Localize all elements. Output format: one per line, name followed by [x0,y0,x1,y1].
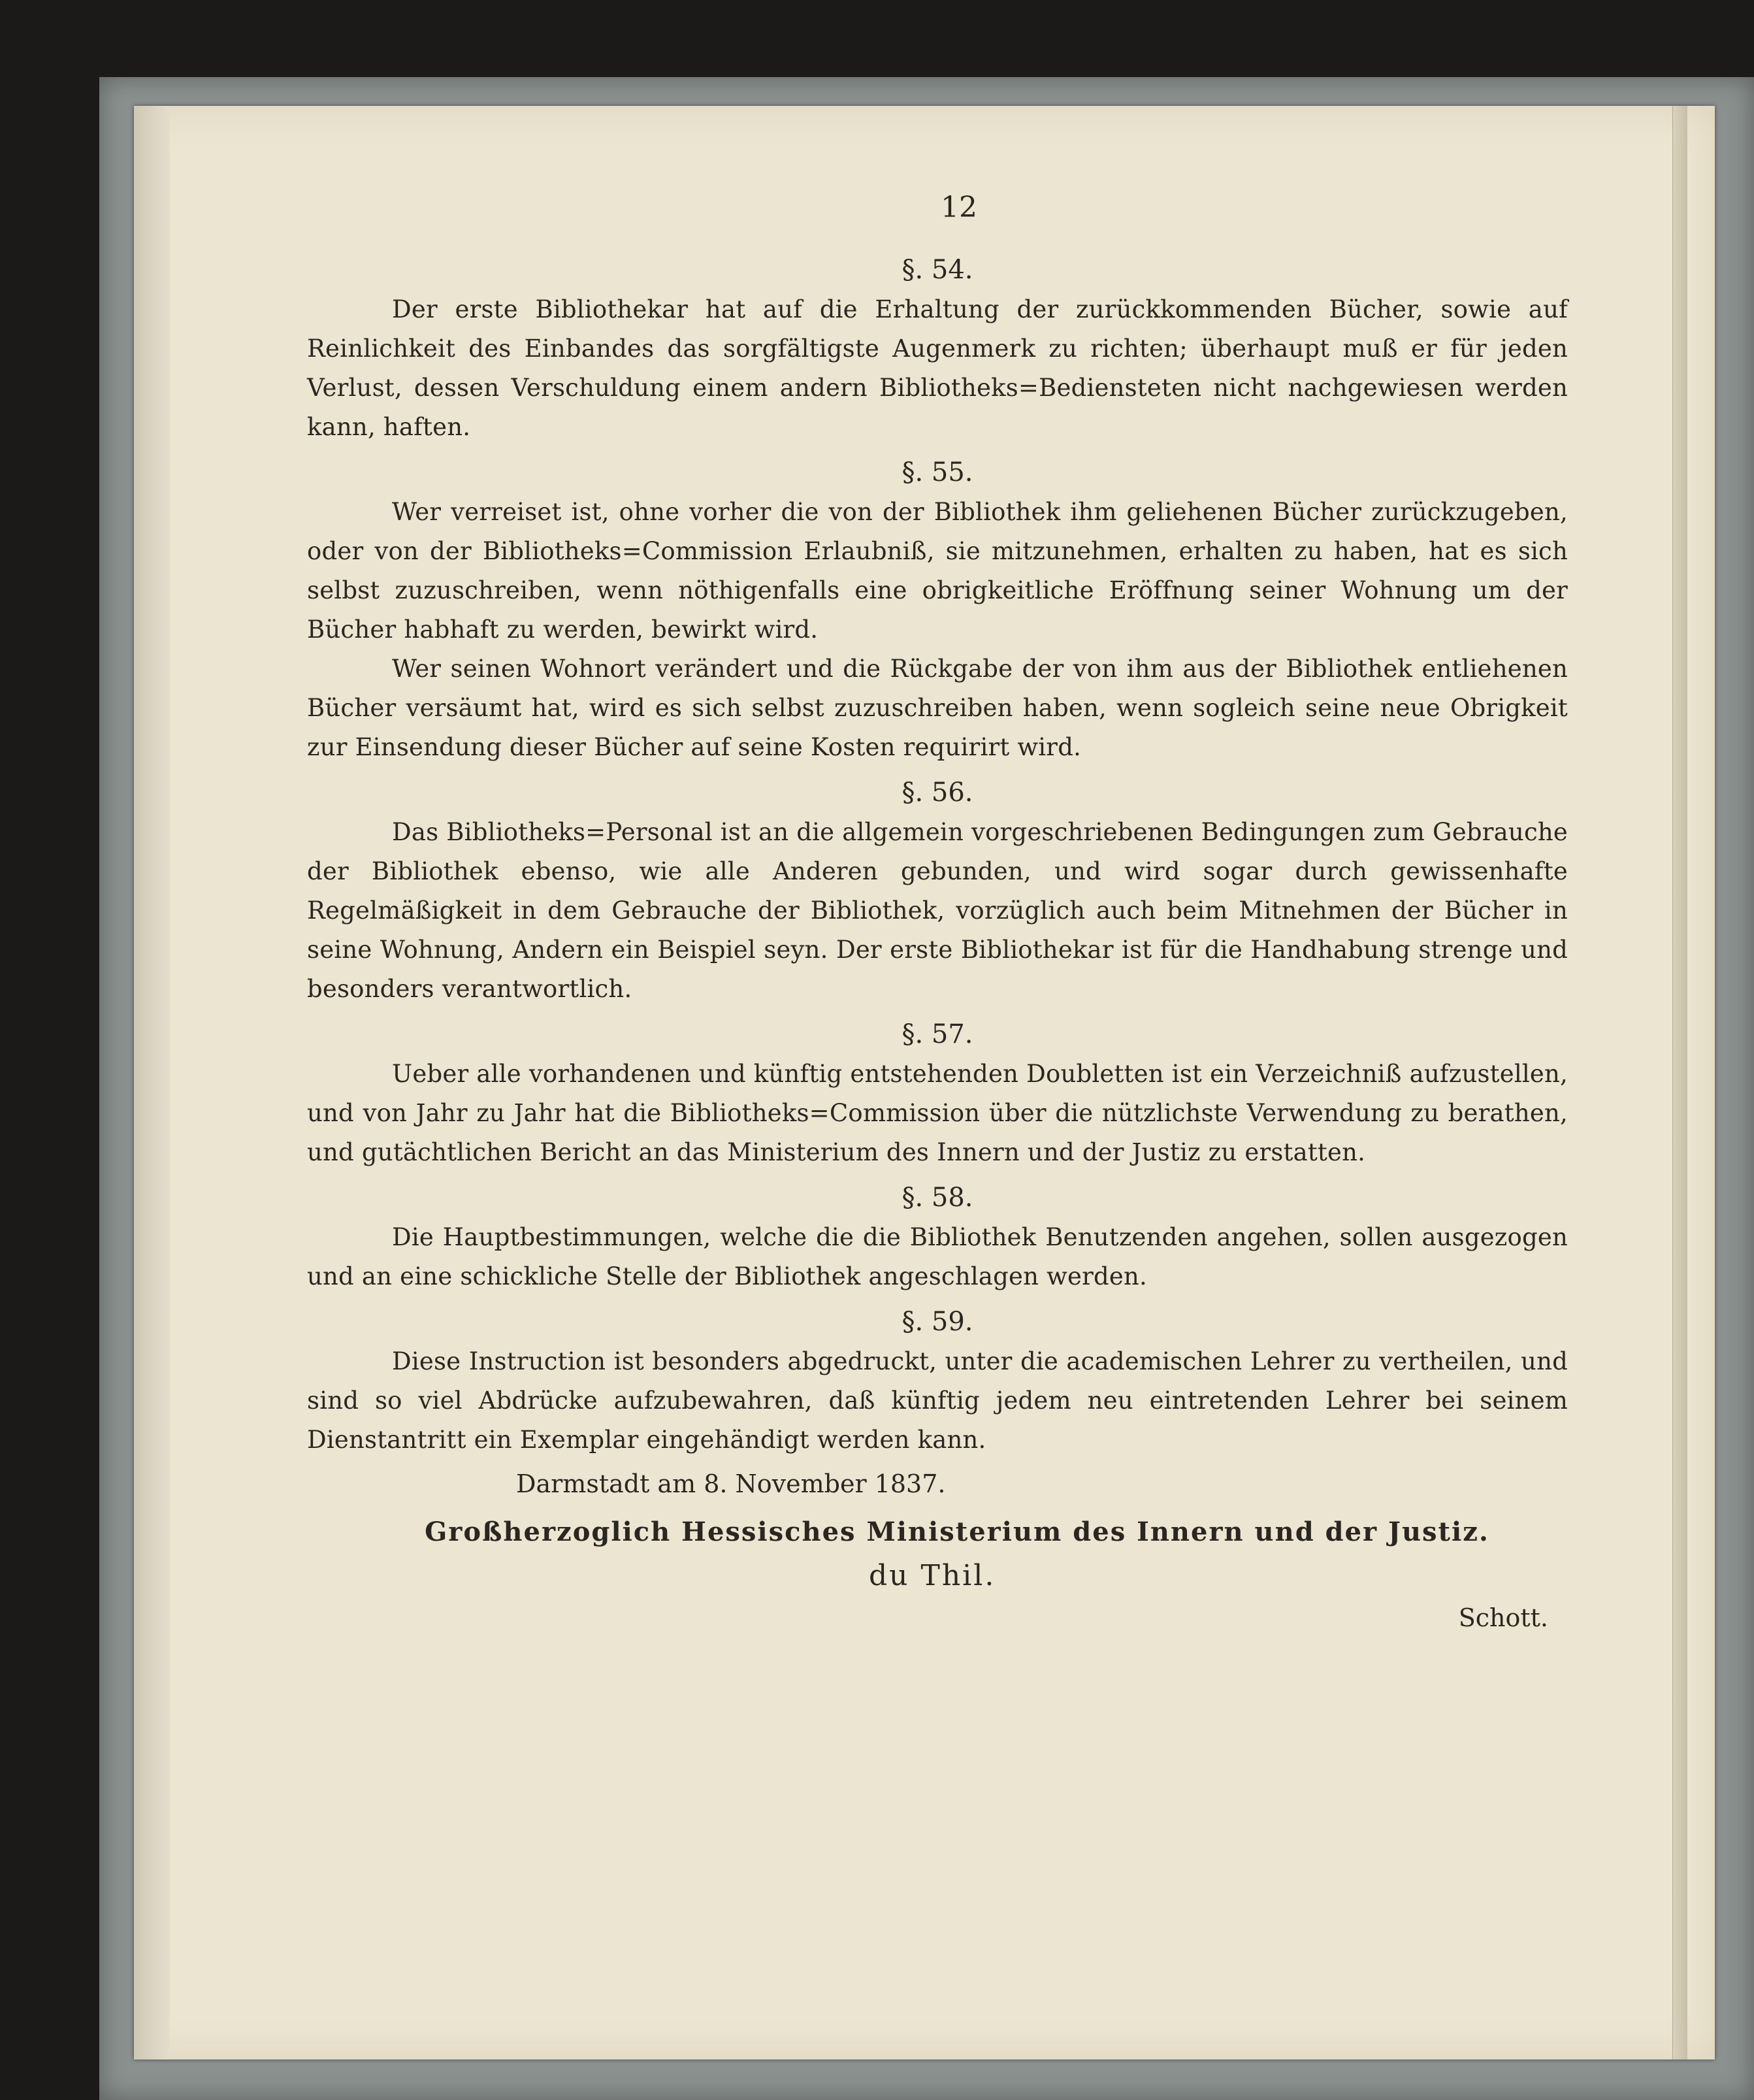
section-paragraph: Das Bibliotheks=Personal ist an die allgemein vorgeschriebenen Bedingungen zum Gebrauche der Bibliothek ebenso, wie alle Anderen gebunden, und wird sogar durch gewissenhafte Regelmäßigkeit in dem Gebrauche der Bibliothek, vorzüglich auch beim Mitnehmen der Bücher in seine Wohnung, Andern ein Beispiel seyn. Der erste Bibliothekar ist für die Handhabung strenge und besonders verantwortlich. [307,818,1568,1003]
signature-du-thil: du Thil. [869,1559,996,1592]
document-body [307,170,1568,1639]
section-paragraph: Ueber alle vorhandenen und künftig entstehenden Doubletten ist ein Verzeichniß aufzustellen, und von Jahr zu Jahr hat die Bibliotheks=Commission über die nützlichste Verwendung zu berathen, und gutächtlichen Bericht an das Ministerium des Innern und der Justiz zu erstatten. [307,1060,1568,1166]
section-paragraph: Wer verreiset ist, ohne vorher die von der Bibliothek ihm geliehenen Bücher zurückzugeben, oder von der Bibliotheks=Commission Erlaubniß, sie mitzunehmen, erhalten zu haben, hat es sich selbst zuzuschreiben, wenn nöthigenfalls eine obrigkeitliche Eröffnung seiner Wohnung um der Bücher habhaft zu werden, bewirkt wird. [307,498,1568,644]
section-heading: §. 54. [901,255,973,285]
page-edge [1672,106,1687,2059]
section-paragraph: Die Hauptbestimmungen, welche die die Bibliothek Benutzenden angehen, sollen ausgezogen und an eine schickliche Stelle der Bibliothek angeschlagen werden. [307,1223,1568,1290]
section-heading: §. 55. [901,457,973,487]
top-spacer [307,170,1568,250]
section-paragraph: Wer seinen Wohnort verändert und die Rückgabe der von ihm aus der Bibliothek entliehenen Bücher versäumt hat, wird es sich selbst zuzuschreiben haben, wenn sogleich seine neue Obrigkeit zur Einsendung dieser Bücher auf seine Kosten requirirt wird. [307,655,1568,761]
section-59 [307,1302,1568,1460]
section-paragraph: Der erste Bibliothekar hat auf die Erhaltung der zurückkommenden Bücher, sowie auf Reinlichkeit des Einbandes das sorgfältigste Augenmerk zu richten; überhaupt muß er für jeden Verlust, dessen Verschuldung einem andern Bibliotheks=Bediensteten nicht nachgewiesen werden kann, haften. [307,295,1568,441]
section-58 [307,1177,1568,1296]
ministry-name: Großherzoglich Hessisches Ministerium des Innern und der Justiz. [425,1517,1489,1547]
section-heading: §. 58. [901,1183,973,1213]
section-54 [307,250,1568,447]
page-number: 12 [941,191,977,224]
signature-schott: Schott. [1458,1603,1548,1632]
section-57 [307,1014,1568,1172]
page-gutter [134,106,170,2059]
section-paragraph: Diese Instruction ist besonders abgedruckt, unter die academischen Lehrer zu vertheilen, und sind so viel Abdrücke aufzubewahren, daß künftig jedem neu eintretenden Lehrer bei seinem Dienstantritt ein Exemplar eingehändigt werden kann. [307,1347,1568,1454]
section-heading: §. 56. [901,778,973,808]
section-heading: §. 59. [901,1307,973,1337]
section-56 [307,772,1568,1009]
section-heading: §. 57. [901,1019,973,1049]
date-line: Darmstadt am 8. November 1837. [516,1469,946,1498]
section-55 [307,452,1568,767]
